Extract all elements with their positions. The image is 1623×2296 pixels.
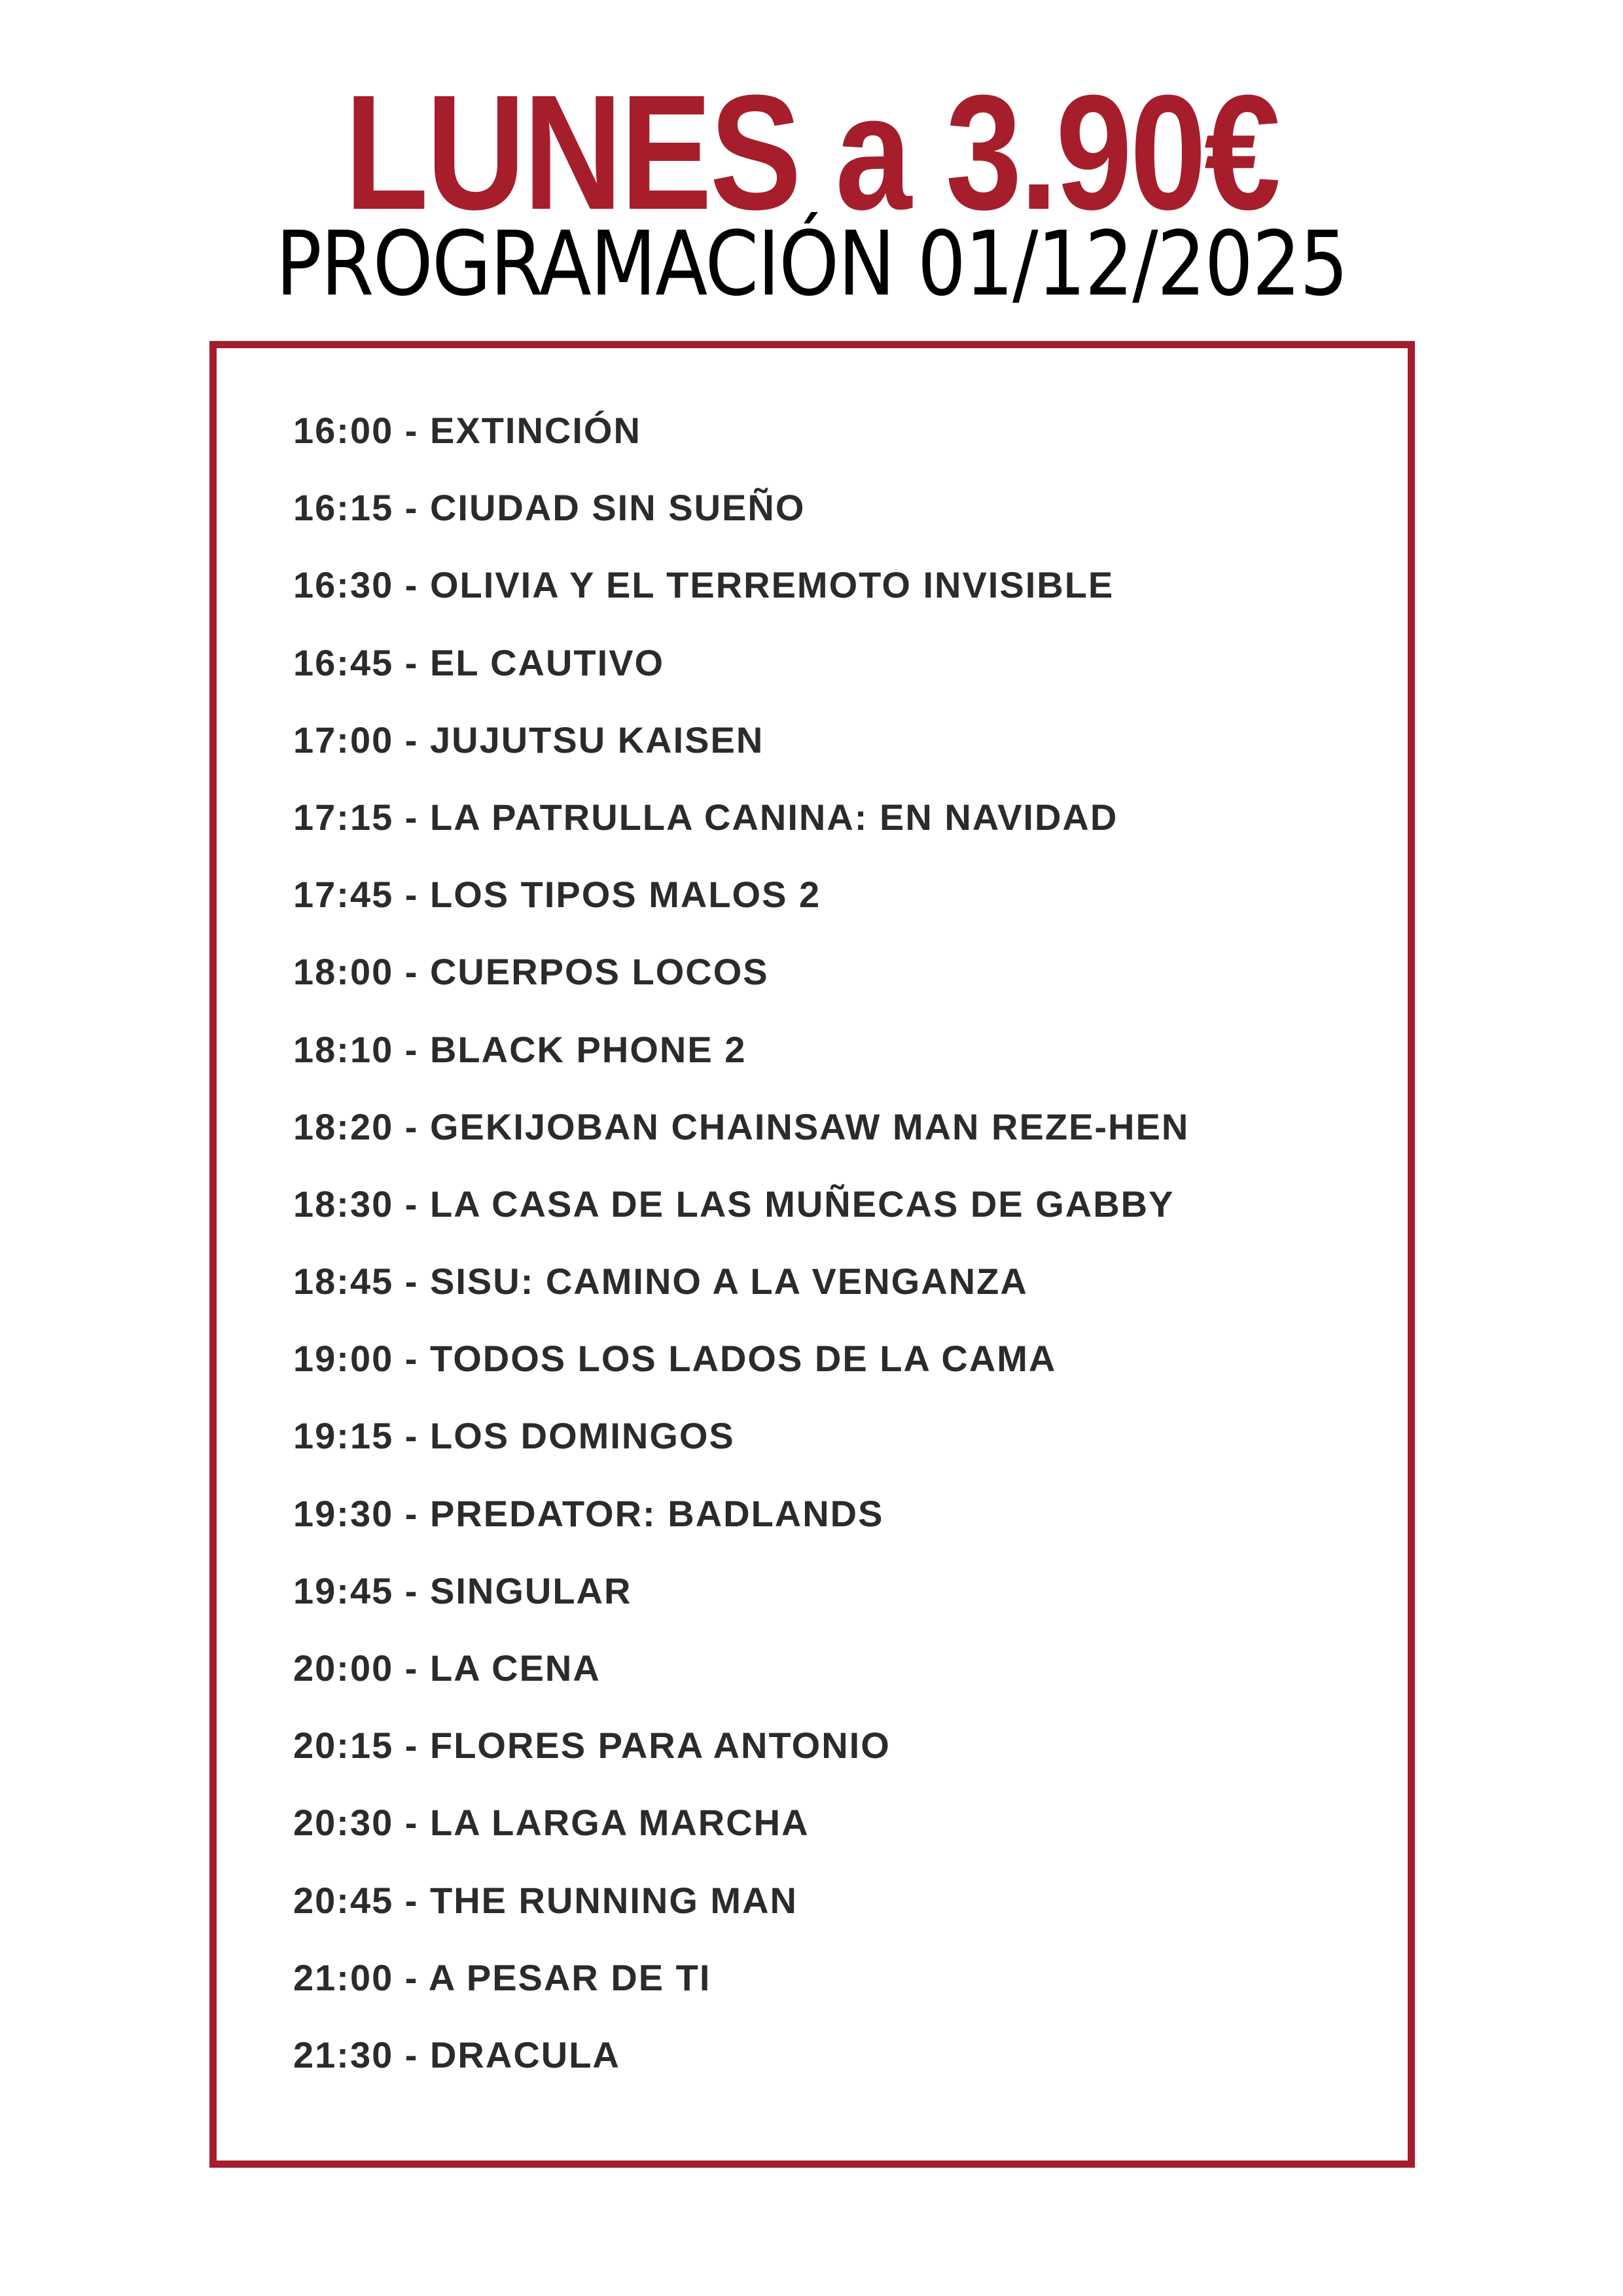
schedule-item: 18:20 - GEKIJOBAN CHAINSAW MAN REZE-HEN <box>293 1105 1190 1147</box>
schedule-list <box>293 392 1189 2094</box>
schedule-date-subtitle: PROGRAMACIÓN 01/12/2025 <box>276 213 1347 316</box>
schedule-item: 18:45 - SISU: CAMINO A LA VENGANZA <box>293 1261 1028 1302</box>
schedule-item: 17:45 - LOS TIPOS MALOS 2 <box>293 874 821 916</box>
schedule-item: 17:15 - LA PATRULLA CANINA: EN NAVIDAD <box>293 796 1118 838</box>
page-title: LUNES a 3.90€ <box>344 61 1279 243</box>
schedule-item: 20:45 - THE RUNNING MAN <box>293 1879 798 1921</box>
schedule-item: 19:00 - TODOS LOS LADOS DE LA CAMA <box>293 1338 1057 1380</box>
schedule-item: 16:15 - CIUDAD SIN SUEÑO <box>293 487 806 529</box>
schedule-item: 21:00 - A PESAR DE TI <box>293 1956 711 1998</box>
schedule-item: 20:15 - FLORES PARA ANTONIO <box>293 1725 891 1767</box>
schedule-item: 16:30 - OLIVIA Y EL TERREMOTO INVISIBLE <box>293 564 1115 606</box>
schedule-item: 16:00 - EXTINCIÓN <box>293 410 641 451</box>
schedule-item: 20:00 - LA CENA <box>293 1647 601 1689</box>
schedule-item: 17:00 - JUJUTSU KAISEN <box>293 719 764 761</box>
schedule-item: 18:10 - BLACK PHONE 2 <box>293 1028 747 1070</box>
schedule-item: 20:30 - LA LARGA MARCHA <box>293 1802 810 1844</box>
schedule-item: 21:30 - DRACULA <box>293 2034 620 2075</box>
schedule-item: 16:45 - EL CAUTIVO <box>293 641 665 683</box>
schedule-item: 18:30 - LA CASA DE LAS MUÑECAS DE GABBY <box>293 1183 1175 1225</box>
schedule-item: 19:30 - PREDATOR: BADLANDS <box>293 1492 884 1534</box>
schedule-item: 18:00 - CUERPOS LOCOS <box>293 951 769 993</box>
schedule-item: 19:45 - SINGULAR <box>293 1570 632 1611</box>
schedule-item: 19:15 - LOS DOMINGOS <box>293 1415 735 1457</box>
